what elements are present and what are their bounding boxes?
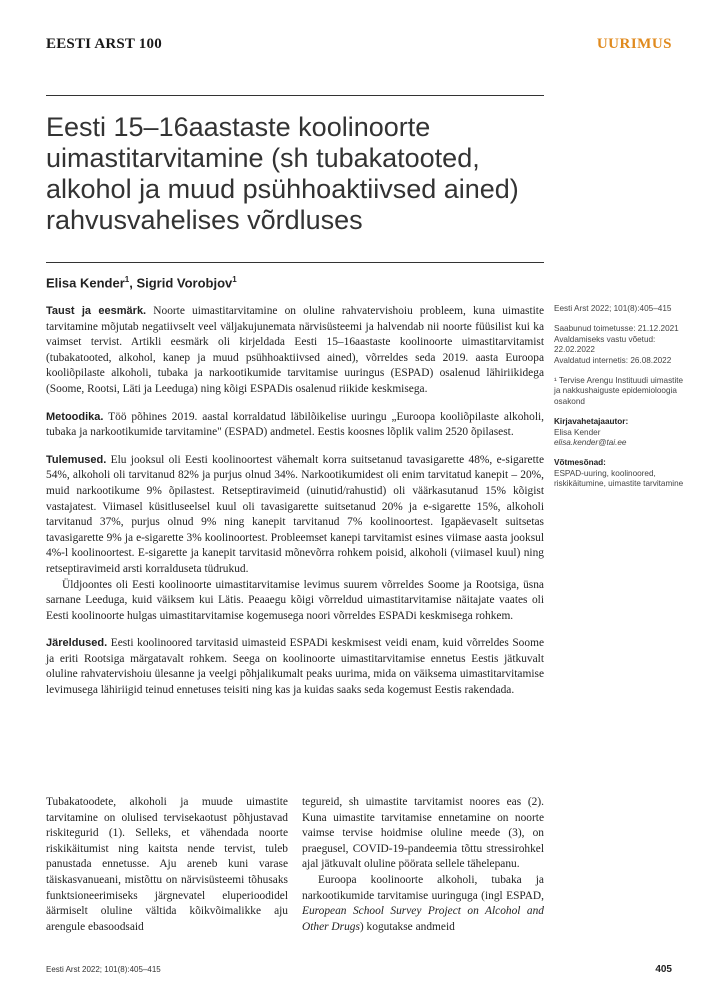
correspondence-label: Kirjavahetajaautor: (554, 417, 629, 427)
body-text-italic: European School Survey Project on Alcohol and Other Drugs (302, 905, 544, 933)
keywords-label: Võtmesõnad: (554, 458, 606, 468)
abstract-conclusions (46, 636, 544, 698)
body-paragraph (302, 873, 544, 935)
body-column-right (302, 795, 544, 935)
section-label: UURIMUS (596, 36, 672, 52)
correspondence-email[interactable]: elisa.kender@tai.ee (554, 438, 627, 448)
citation: Eesti Arst 2022; 101(8):405–415 (554, 304, 672, 313)
author-list (46, 275, 237, 290)
abstract (46, 304, 544, 699)
abstract-results-label: Tulemused. (46, 453, 107, 466)
author-name: Sigrid Vorobjov (136, 275, 233, 291)
abstract-aims-label: Taust ja eesmärk. (46, 305, 147, 317)
abstract-aims-text: Noorte uimastitarvitamine on oluline rahvatervishoiu probleem, kuna uimastite tarvitamine mõjutab negatiivselt veel väljakujunemata närvisüsteemi ja halvendab nii noorte füüsilist kui ka vaimset tervist. Artikli eesmärk oli kirjeldada Eesti 15–16aastaste koolinoorte uimastitarvitamist (tubakatooted, alkohol, kanep ja muud psühhoaktiivsed ained), võrreldes seda 2019. aasta Euroopa kooliõpilaste alkoholi, tubaka ja narkootikumide tarvitamise uuringus (ESPAD) osalenud lähiriikidega (Soome, Rootsi, Läti ja Leeduga) ning kõigi ESPADis osalenud riikide keskmisega. (46, 305, 544, 395)
affiliation: ¹ Tervise Arengu Instituudi uimastite ja nakkushaiguste epidemioloogia osakond (554, 376, 684, 406)
body-paragraph: Tubakatoodete, alkoholi ja muude uimastite tarvitamine on olulised tervisekaotust põhjustavad riskitegurid (1). Selleks, et vähendada noorte riskikäitumist ning kaitsta nende tervist, tuleb panustada ennetusse. Aju areneb kuni varase täiskasvanueani, mistõttu on närvisüsteemi tõhusaks funktsioneerimiseks järgnevatel eluperioodidel äärmiselt oluline vältida kõikvõimalikke aju arengule ebasoodsaid (46, 796, 288, 933)
article-title: Eesti 15–16aastaste koolinoorte uimastitarvitamine (sh tubakatooted, alkohol ja muud psühhoaktiivsed ained) rahvusvahelises võrdluses (46, 112, 519, 235)
abstract-methods (46, 410, 544, 441)
abstract-conclusions-label: Järeldused. (46, 637, 108, 650)
footer-reference: Eesti Arst 2022; 101(8):405–415 (46, 965, 161, 974)
abstract-results-text: Elu jooksul oli Eesti koolinoortest vähemalt korra suitsetanud tavasigarette 48%, e-sigarette 54%, alkoholi oli tarvitanud 82% ja purjus olnud 34%. Narkootikumidest oli enim tarvitatud kanepit – 20%, muid narkootikume 9% õpilastest. Retseptiravimeid (uinutid/rahustid) oli väärkasutanud 15% kõigist vastajatest. Viimasel küsitluseelsel kuul oli tavasigarette suitsetanud 20% ja e-sigarette 15%, alkoholi tarvitanud 37%, purjus olnud 9% ning kanepit tarvitanud 7% koolinoortest. Igapäevaselt suitsetas tavasigarette 9% ja e-sigarette 3% koolinoortest. Probleemset kanepi tarvitamist esines viimase aasta jooksul 4%-l koolinoortest. E-sigarette ja kanepit tarvitasid mõnevõrra rohkem poisid, alkoholi (viimasel kuul) ning retseptiravimeid arsti korralduseta tüdrukud. (46, 453, 544, 575)
author-separator: , (129, 275, 137, 291)
abstract-conclusions-text: Eesti koolinoored tarvitasid uimasteid ESPADi keskmisest veidi enam, kuid võrreldes Soome ja eriti Rootsiga märgatavalt rohkem. Seega on koolinoorte uimastitarvitamise ennetus Eestis jätkuvalt oluline rahvatervishoiu ülesanne ja veelgi põhjalikumalt peaks uurima, mida on väiksema uimastitarvitamise levimusega lähiriigid teinud ennetuses teisiti ning kas ja kuidas saaks seda kogemust Eestis rakendada. (46, 637, 544, 697)
abstract-results-continued: Üldjoontes oli Eesti koolinoorte uimastitarvitamise levimus suurem võrreldes Soome ja Rootsiga, üsna sarnane Leeduga, kuid väiksem kui Lätis. Peaaegu kõigi võrreldud uimastitarvitamise näitajate vaates oli Eesti koolinoorte hulgas uimastitarvitamise kogemusega noori võrreldes ESPADi keskmisega rohkem. (46, 578, 544, 622)
keywords-text: ESPAD-uuring, koolinoored, riskikäitumine, uimastite tarvitamine (554, 468, 684, 489)
author-affiliation-mark: 1 (232, 275, 237, 284)
publication-dates (554, 324, 684, 366)
accepted-date: Avaldamiseks vastu võetud: 22.02.2022 (554, 334, 656, 355)
page-number: 405 (655, 964, 672, 975)
body-text: Euroopa koolinoorte alkoholi, tubaka ja narkootikumide tarvitamise uuringuga (ingl ESPAD, (302, 873, 544, 902)
abstract-methods-label: Metoodika. (46, 410, 104, 423)
title-divider (46, 262, 544, 263)
received-date: Saabunud toimetusse: 21.12.2021 (554, 324, 679, 334)
journal-header: EESTI ARST 100 (46, 36, 162, 52)
abstract-results (46, 453, 544, 578)
abstract-methods-text: Töö põhines 2019. aastal korraldatud läbilõikelise uuringu „Euroopa kooliõpilaste alkoholi, tubaka ja narkootikumide tarvitamine" (ESPAD) andmetel. Eestis koosnes lõplik valim 2520 õpilasest. (46, 410, 544, 439)
body-column-left (46, 795, 288, 935)
body-paragraph: tegureid, sh uimastite tarvitamist noores eas (2). Kuna uimastite tarvitamise ennetamine on noorte vaimse tervise hoidmise oluline meede (3), on praegusel, COVID-19-pandeemia tõttu stressirohkel ajal jätkuvalt oluline pöörata sellele tähelepanu. (302, 796, 544, 871)
published-date: Avaldatud internetis: 26.08.2022 (554, 355, 672, 365)
abstract-aims (46, 304, 544, 398)
correspondence (554, 417, 684, 448)
top-divider (46, 95, 544, 96)
author-name: Elisa Kender (46, 275, 125, 291)
correspondence-name: Elisa Kender (554, 427, 601, 437)
keywords (554, 458, 684, 489)
body-text: ) kogutakse andmeid (359, 920, 455, 933)
author-affiliation-mark: 1 (124, 275, 130, 284)
article-info-sidebar (554, 304, 684, 500)
